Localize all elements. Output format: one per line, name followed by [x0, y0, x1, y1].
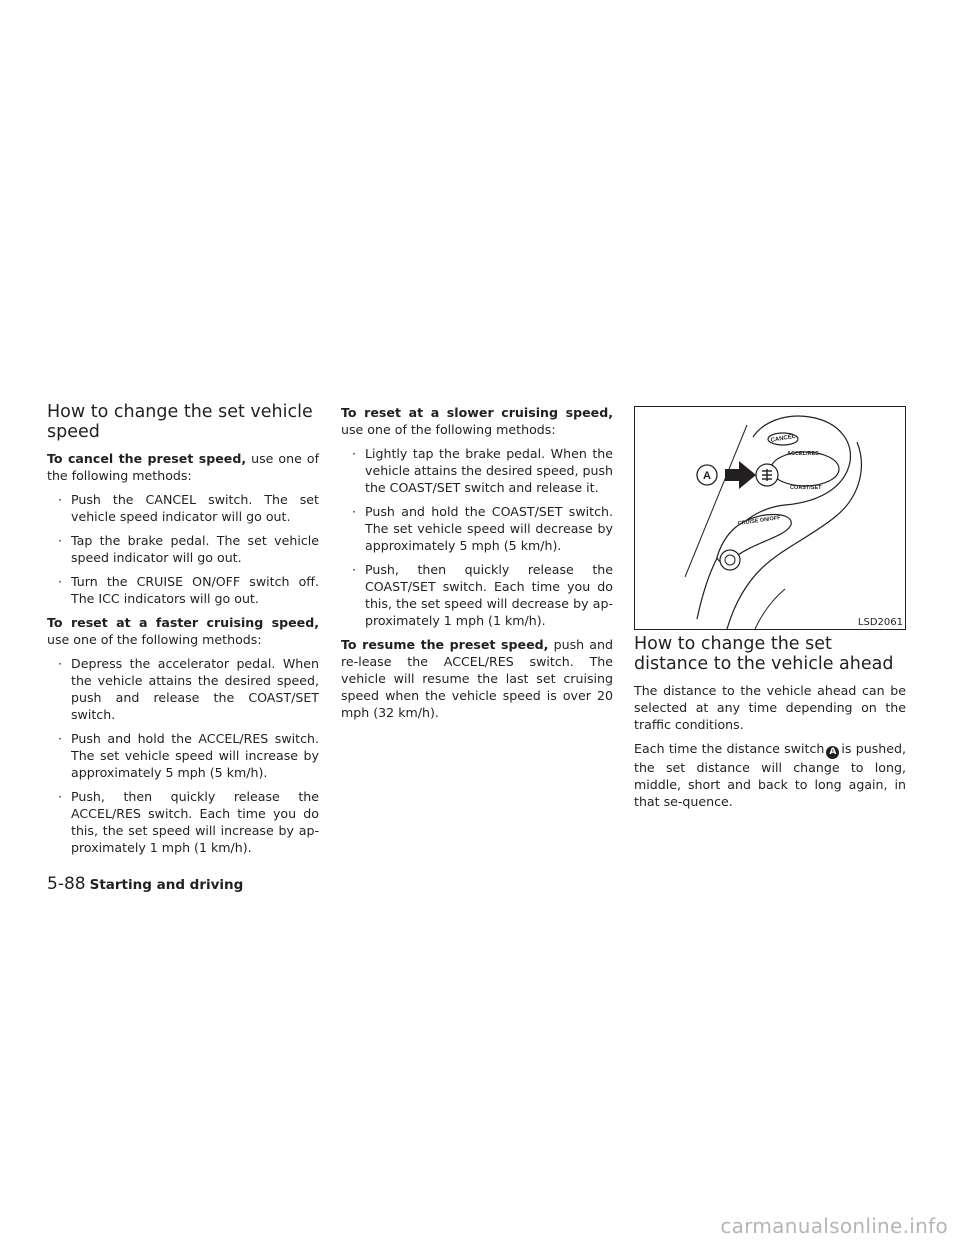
- faster-methods-list: [47, 655, 319, 856]
- cancel-rest: use one of the following methods:: [47, 451, 320, 483]
- section-heading-set-distance: How to change the set distance to the vehicle ahead: [634, 634, 894, 674]
- list-item: · Lightly tap the brake pedal. When the vehicle attains the desired speed, push the COAST/SET switch and release it.: [341, 445, 613, 496]
- callout-label: A: [703, 470, 711, 482]
- list-item: · Push and hold the COAST/SET switch. The set vehicle speed will decrease by approximately 5 mph (5 km/h).: [341, 503, 613, 554]
- distance-text-after: is pushed, the set distance will change to long, middle, short and back to long again, in that se-quence.: [634, 741, 906, 809]
- label-accel-res: ACCEL/RES: [787, 451, 819, 457]
- figure-code: LSD2061: [857, 617, 903, 628]
- cancel-intro: [47, 450, 319, 484]
- faster-lead: To reset at a faster cruising speed,: [47, 615, 319, 630]
- list-item: · Push and hold the ACCEL/RES switch. The set vehicle speed will increase by approximately 5 mph (5 km/h).: [47, 730, 319, 781]
- slower-methods-list: [341, 445, 613, 629]
- distance-switch-paragraph: [634, 740, 906, 810]
- list-item: · Tap the brake pedal. The set vehicle speed indicator will go out.: [47, 532, 319, 566]
- column-middle: [341, 404, 613, 728]
- steering-switch-illustration: [635, 407, 905, 629]
- cancel-methods-list: [47, 491, 319, 607]
- distance-switch-icon: [762, 469, 772, 481]
- list-item: · Push the CANCEL switch. The set vehicle speed indicator will go out.: [47, 491, 319, 525]
- faster-rest: use one of the following methods:: [47, 632, 262, 647]
- cancel-lead: To cancel the preset speed,: [47, 451, 247, 466]
- steering-switch-figure: [634, 406, 906, 630]
- accel-res-switch: [771, 452, 839, 486]
- distance-intro: The distance to the vehicle ahead can be selected at any time depending on the traffic conditions.: [634, 683, 906, 732]
- list-item: · Turn the CRUISE ON/OFF switch off. The ICC indicators will go out.: [47, 573, 319, 607]
- callout-arrow-icon: [725, 461, 756, 489]
- slower-lead: To reset at a slower cruising speed,: [341, 405, 613, 420]
- wheel-lower-edge: [755, 589, 785, 629]
- label-cancel: CANCEL: [770, 433, 796, 444]
- resume-paragraph: [341, 636, 613, 721]
- section-heading-set-speed: How to change the set vehicle speed: [47, 402, 313, 442]
- resume-lead: To resume the preset speed,: [341, 637, 549, 652]
- slower-intro: [341, 404, 613, 438]
- watermark: carmanualsonline.info: [720, 1214, 948, 1238]
- faster-intro: [47, 614, 319, 648]
- auxiliary-switch: [720, 550, 740, 570]
- label-cruise-on-off: CRUISE ON/OFF: [737, 515, 781, 527]
- list-item: · Push, then quickly release the COAST/SET switch. Each time you do this, the set speed will decrease by ap-proximately 1 mph (1 km/h).: [341, 561, 613, 629]
- page-number: 5-88: [47, 874, 86, 894]
- list-item: · Depress the accelerator pedal. When the vehicle attains the desired speed, push and release the COAST/SET switch.: [47, 655, 319, 723]
- list-item: · Push, then quickly release the ACCEL/RES switch. Each time you do this, the set speed will increase by ap-proximately 1 mph (1 km/h).: [47, 788, 319, 856]
- slower-rest: use one of the following methods:: [341, 422, 556, 437]
- section-name: Starting and driving: [89, 877, 244, 893]
- column-left: [47, 402, 319, 863]
- resume-rest: push and re-lease the ACCEL/RES switch. The vehicle will resume the last set cruising speed when the vehicle speed is over 20 mph (32 km/h).: [341, 637, 614, 720]
- callout-marker-icon: A: [826, 746, 839, 759]
- page-footer: [47, 873, 243, 896]
- distance-text-before: Each time the distance switch: [634, 741, 825, 756]
- column-right: [634, 634, 906, 817]
- label-coast-set: COAST/SET: [790, 485, 822, 491]
